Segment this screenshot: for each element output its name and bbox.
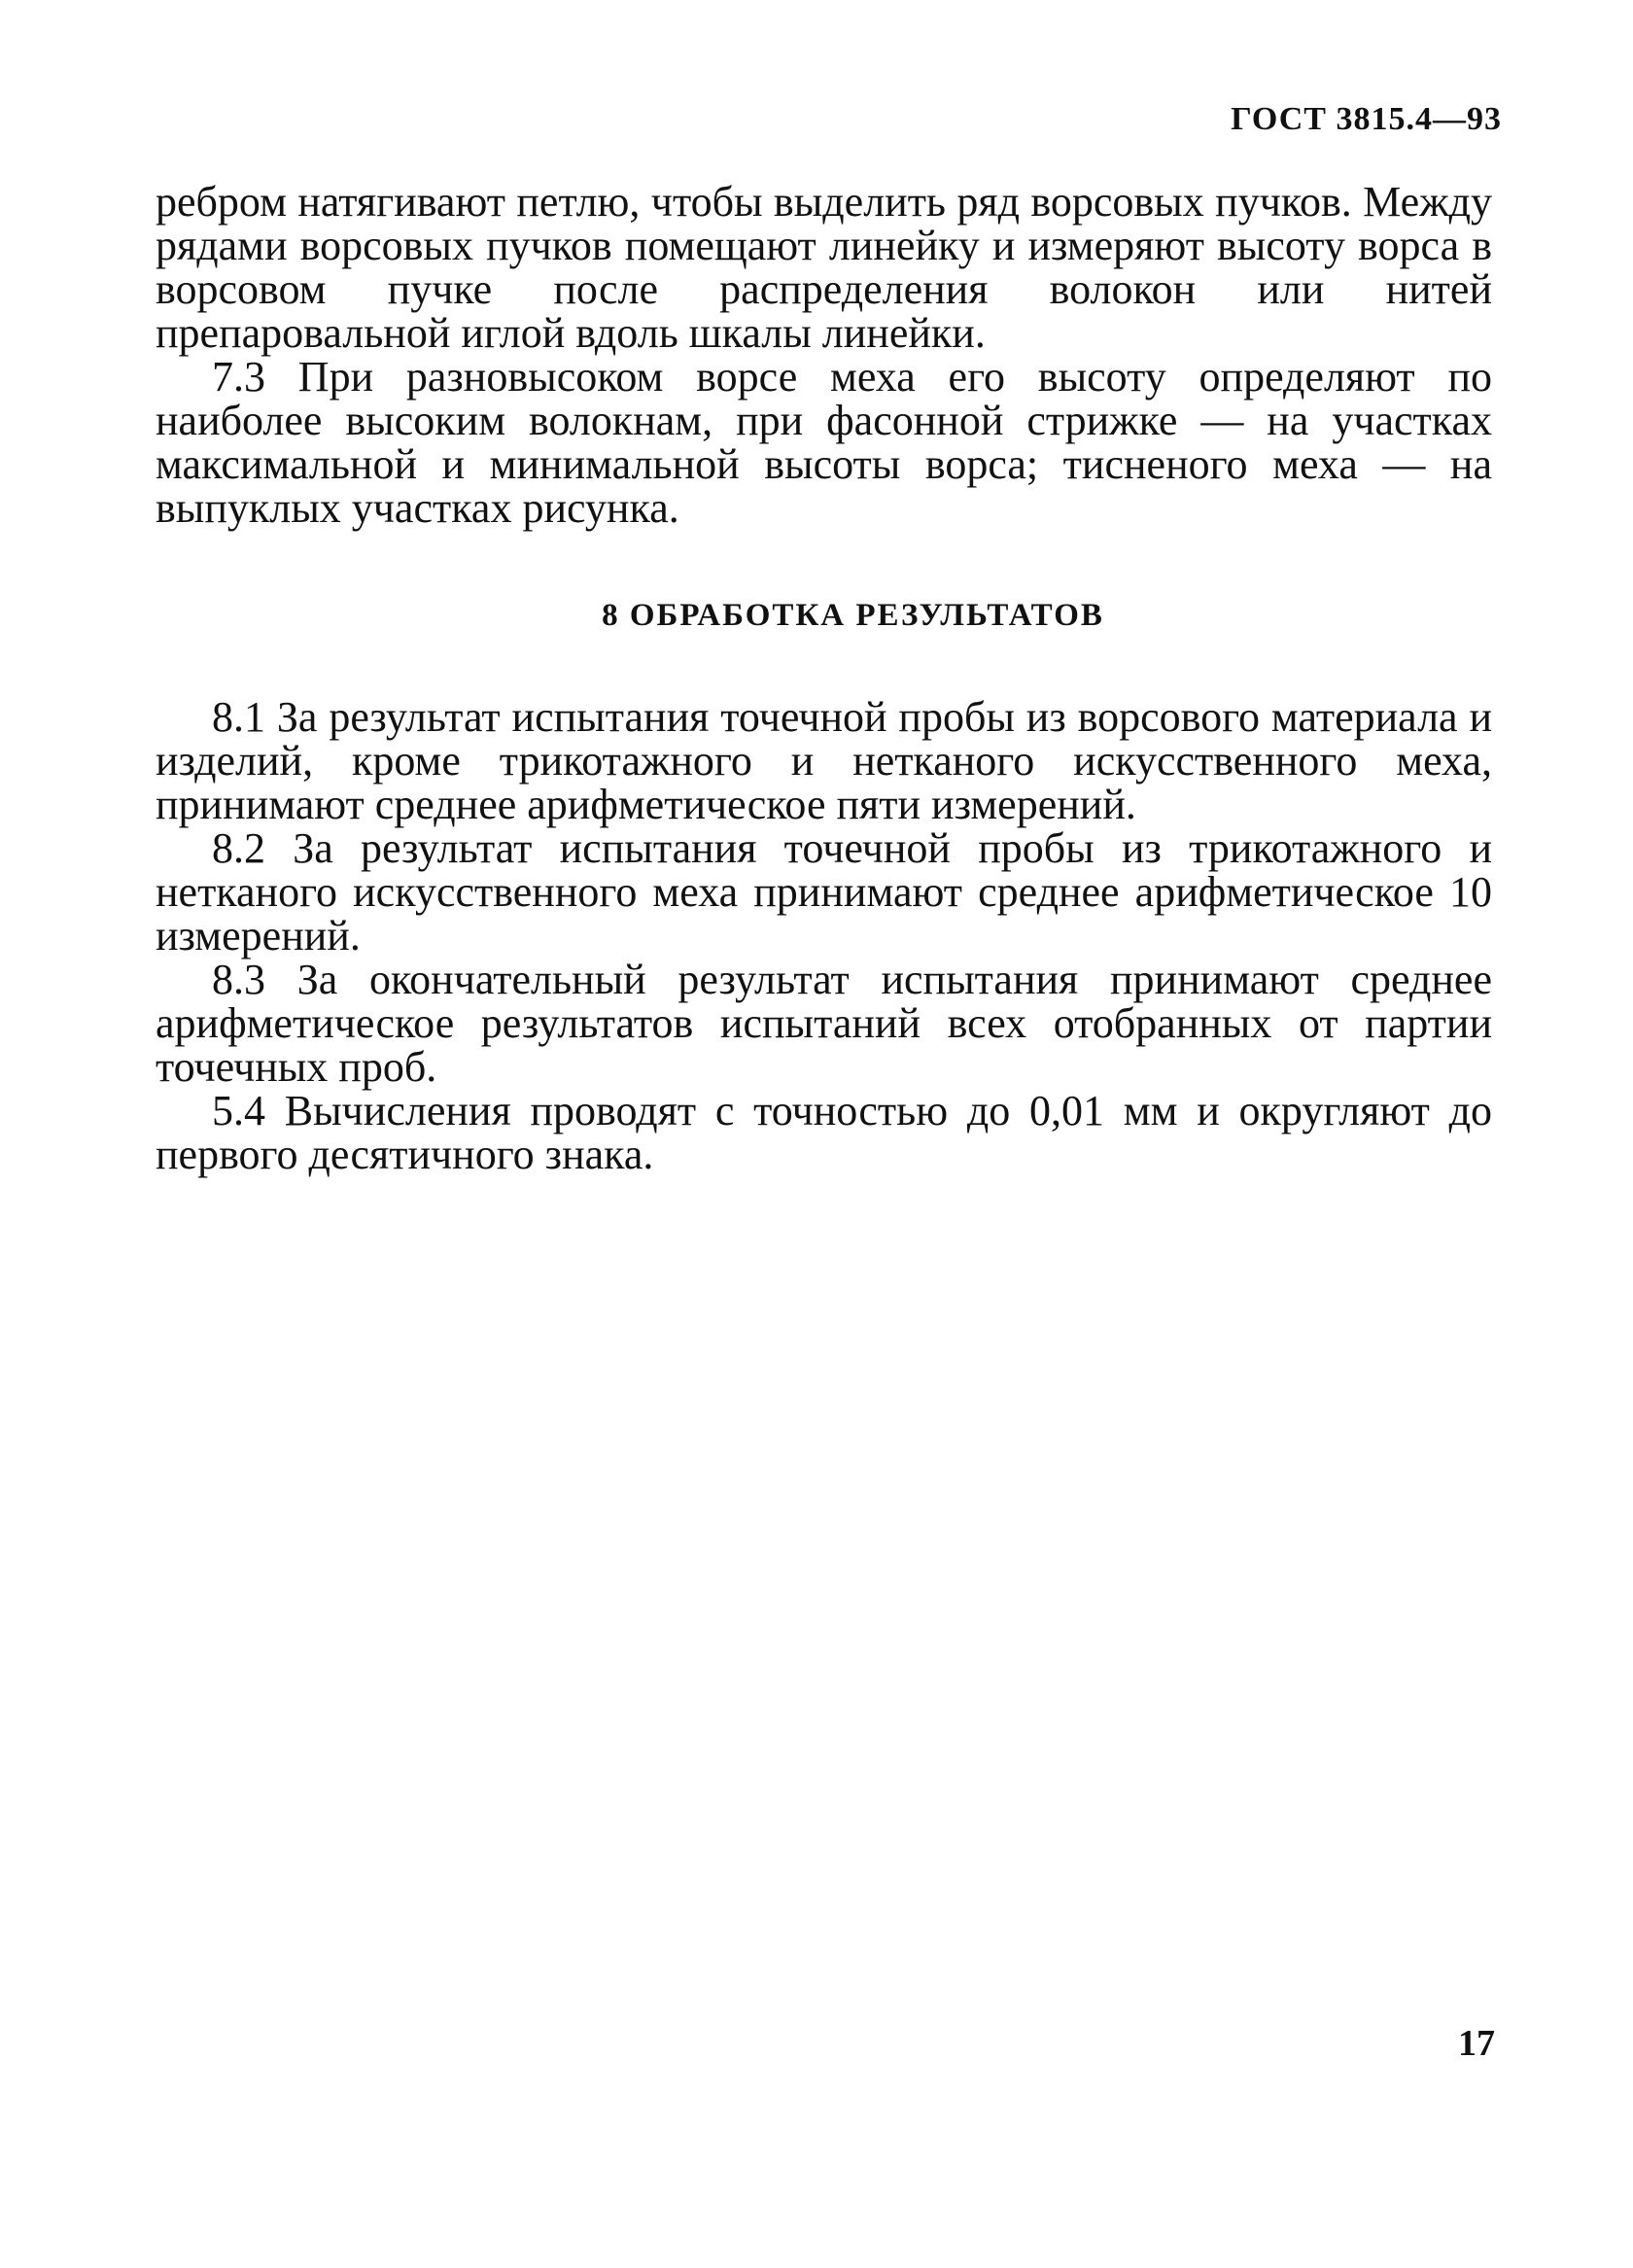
paragraph-8-2: 8.2 За результат испытания точечной пробы из трикотажного и нетканого искусственного меха принимают среднее арифметическое 10 измерений. [156, 824, 1492, 960]
paragraph-8-1: 8.1 За результат испытания точечной пробы из ворсового материала и изделий, кроме трикотажного и нетканого искусственного меха, принимают среднее арифметическое пяти измерений. [156, 693, 1492, 828]
page-number: 17 [1458, 2023, 1495, 2064]
paragraph-7-3: 7.3 При разновысоком ворсе меха его высоту определяют по наиболее высоким волокнам, при фасонной стрижке — на участках максимальной и минимальной высоты ворса; тисненого меха — на выпуклых участках рисунка. [156, 353, 1492, 532]
paragraph-7-2-continuation: ребром натягивают петлю, чтобы выделить ряд ворсовых пучков. Между рядами ворсовых пучков помещают линейку и измеряют высоту ворса в ворсовом пучке после распределения волокон или нитей препаровальной иглой вдоль шкалы линейки. [156, 178, 1492, 357]
standard-code-header: ГОСТ 3815.4—93 [1231, 101, 1502, 137]
section-heading-8: 8 ОБРАБОТКА РЕЗУЛЬТАТОВ [602, 598, 1104, 633]
paragraph-8-3: 8.3 За окончательный результат испытания принимают среднее арифметическое результатов испытаний всех отобранных от партии точечных проб. [156, 956, 1492, 1091]
paragraph-5-4: 5.4 Вычисления проводят с точностью до 0,01 мм и округляют до первого десятичного знака. [156, 1087, 1492, 1178]
document-body [156, 180, 1492, 1176]
